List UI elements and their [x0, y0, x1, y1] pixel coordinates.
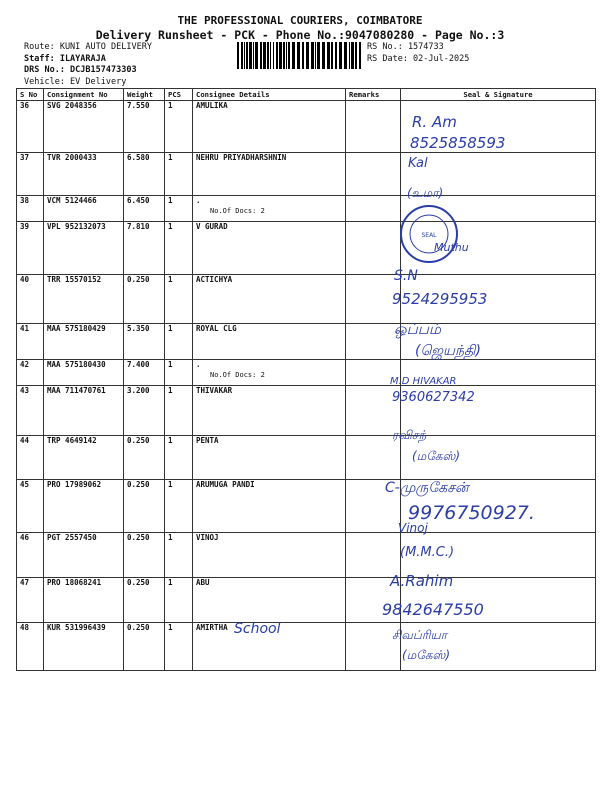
table-row	[17, 196, 596, 222]
drs-label: DRS No.: DCJB157473303	[24, 65, 137, 75]
docs-count: No.Of Docs: 2	[210, 371, 265, 379]
col-header-seal: Seal & Signature	[401, 89, 596, 101]
note-48: (மகேஸ்)	[402, 648, 451, 662]
row-sno: 37	[17, 153, 44, 196]
row-weight: 0.250	[124, 436, 165, 480]
row-consignee: . No.Of Docs: 2	[193, 360, 346, 386]
row-sno: 40	[17, 275, 44, 324]
svg-text:SEAL: SEAL	[421, 232, 437, 239]
row-sno: 41	[17, 324, 44, 360]
note-48-school: School	[234, 621, 281, 637]
table-row	[17, 578, 596, 623]
table-row	[17, 101, 596, 153]
barcode-bar	[297, 42, 300, 69]
col-header-weight: Weight	[124, 89, 165, 101]
row-consignment-no: MAA 575180429	[44, 324, 124, 360]
row-consignee: . No.Of Docs: 2	[193, 196, 346, 222]
row-sno: 44	[17, 436, 44, 480]
row-sno: 36	[17, 101, 44, 153]
company-seal	[398, 203, 460, 265]
barcode-bar	[286, 42, 287, 69]
row-consignee: NEHRU PRIYADHARSHNIN	[193, 153, 346, 196]
signature-47: A.Rahim	[390, 572, 454, 590]
rs-date-label: RS Date: 02-Jul-2025	[367, 53, 470, 64]
barcode-bar	[249, 42, 252, 69]
note-46: (M.M.C.)	[400, 545, 455, 560]
row-weight: 0.250	[124, 480, 165, 533]
rs-no-label: RS No.: 1574733	[367, 42, 444, 52]
row-consignee: ROYAL CLG	[193, 324, 346, 360]
row-remarks	[346, 222, 401, 275]
row-sno: 42	[17, 360, 44, 386]
barcode-bar	[255, 42, 258, 69]
row-pcs: 1	[165, 578, 193, 623]
barcode-bar	[306, 42, 309, 69]
row-consignee: ABU	[193, 578, 346, 623]
row-consignee: V GURAD	[193, 222, 346, 275]
barcode-bar	[355, 42, 357, 69]
signature-40: S.N	[394, 268, 418, 284]
barcode-bar	[359, 42, 361, 69]
barcode-bar	[276, 42, 278, 69]
signature-44: ரவிசந்	[392, 428, 427, 442]
col-header-pcs: PCS	[165, 89, 193, 101]
row-weight: 3.200	[124, 386, 165, 436]
row-consignee: ACTICHYA	[193, 275, 346, 324]
note-38: (உமா)	[407, 186, 444, 200]
barcode-bar	[315, 42, 316, 69]
row-pcs: 1	[165, 324, 193, 360]
barcode-bar	[237, 42, 239, 69]
barcode-bar	[279, 42, 282, 69]
row-consignment-no: VCM 5124466	[44, 196, 124, 222]
row-consignment-no: VPL 952132073	[44, 222, 124, 275]
row-consignment-no: PGT 2557450	[44, 533, 124, 578]
row-weight: 0.250	[124, 533, 165, 578]
row-consignment-no: TRR 15570152	[44, 275, 124, 324]
row-consignee: THIVAKAR	[193, 386, 346, 436]
row-weight: 7.400	[124, 360, 165, 386]
barcode-bar	[288, 42, 290, 69]
row-pcs: 1	[165, 533, 193, 578]
row-consignee: AMIRTHA	[193, 623, 346, 671]
note-44: (மகேஸ்)	[412, 449, 461, 463]
row-pcs: 1	[165, 623, 193, 671]
barcode	[237, 42, 362, 69]
row-weight: 5.350	[124, 324, 165, 360]
row-consignment-no: MAA 575180430	[44, 360, 124, 386]
barcode-bar	[351, 42, 354, 69]
barcode-bar	[335, 42, 337, 69]
barcode-bar	[244, 42, 245, 69]
barcode-bar	[349, 42, 350, 69]
col-header-remarks: Remarks	[346, 89, 401, 101]
barcode-bar	[292, 42, 295, 69]
docs-count: No.Of Docs: 2	[210, 207, 265, 215]
row-pcs: 1	[165, 196, 193, 222]
row-consignment-no: PRO 18068241	[44, 578, 124, 623]
barcode-bar	[241, 42, 243, 69]
row-consignment-no: PRO 17989062	[44, 480, 124, 533]
phone-43: 9360627342	[392, 390, 475, 405]
signature-39: Muthu	[434, 241, 469, 254]
signature-43: M.D HIVAKAR	[390, 376, 457, 387]
row-pcs: 1	[165, 153, 193, 196]
col-header-sno: S No	[17, 89, 44, 101]
row-pcs: 1	[165, 275, 193, 324]
row-pcs: 1	[165, 386, 193, 436]
row-consignment-no: TRP 4649142	[44, 436, 124, 480]
runsheet-subtitle: Delivery Runsheet - PCK - Phone No.:9047080280 - Page No.:3	[95, 28, 505, 42]
vehicle-label: Vehicle: EV Delivery	[24, 76, 127, 87]
delivery-table	[16, 88, 596, 671]
table-row	[17, 153, 596, 196]
table-row	[17, 222, 596, 275]
signature-41: ஒப்பம்	[394, 320, 441, 338]
row-consignment-no: KUR 531996439	[44, 623, 124, 671]
row-pcs: 1	[165, 101, 193, 153]
row-weight: 0.250	[124, 578, 165, 623]
signature-37: Kal	[408, 156, 428, 171]
row-consignee: ARUMUGA PANDI	[193, 480, 346, 533]
row-sno: 46	[17, 533, 44, 578]
row-pcs: 1	[165, 480, 193, 533]
row-weight: 7.810	[124, 222, 165, 275]
barcode-bar	[344, 42, 347, 69]
col-header-consignee: Consignee Details	[193, 89, 346, 101]
row-weight: 7.550	[124, 101, 165, 153]
row-pcs: 1	[165, 360, 193, 386]
table-row	[17, 275, 596, 324]
barcode-bar	[327, 42, 330, 69]
signature-45: C-முருகேசன்	[385, 480, 469, 496]
row-sno: 47	[17, 578, 44, 623]
barcode-bar	[317, 42, 320, 69]
signature-36: R. Am	[412, 113, 457, 131]
row-consignment-no: MAA 711470761	[44, 386, 124, 436]
barcode-bar	[263, 42, 266, 69]
row-remarks	[346, 196, 401, 222]
header-left-info	[24, 42, 152, 88]
table-row	[17, 324, 596, 360]
row-weight: 6.580	[124, 153, 165, 196]
row-sno: 39	[17, 222, 44, 275]
barcode-bar	[311, 42, 314, 69]
barcode-bar	[283, 42, 285, 69]
barcode-bar	[273, 42, 274, 69]
barcode-bar	[302, 42, 304, 69]
signature-48: சிவப்ரியா	[392, 628, 448, 642]
table-row	[17, 436, 596, 480]
barcode-bar	[322, 42, 325, 69]
phone-36: 8525858593	[410, 134, 506, 152]
table-row	[17, 386, 596, 436]
row-consignee: AMULIKA	[193, 101, 346, 153]
row-consignee: PENTA	[193, 436, 346, 480]
table-row	[17, 623, 596, 671]
phone-45: 9976750927.	[408, 502, 535, 524]
row-pcs: 1	[165, 436, 193, 480]
row-sno: 43	[17, 386, 44, 436]
barcode-bar	[339, 42, 342, 69]
barcode-bar	[270, 42, 271, 69]
barcode-bar	[246, 42, 248, 69]
barcode-bar	[260, 42, 262, 69]
company-title: THE PROFESSIONAL COURIERS, COIMBATORE	[177, 14, 423, 27]
barcode-bar	[267, 42, 269, 69]
signature-46: Vinoj	[398, 521, 428, 535]
row-consignment-no: TVR 2000433	[44, 153, 124, 196]
row-consignee: VINOJ	[193, 533, 346, 578]
row-remarks	[346, 153, 401, 196]
barcode-bar	[253, 42, 254, 69]
barcode-bar	[331, 42, 333, 69]
row-sno: 48	[17, 623, 44, 671]
phone-40: 9524295953	[392, 290, 488, 308]
note-42: (ஜெயந்தி)	[415, 343, 481, 359]
staff-label: Staff: ILAYARAJA	[24, 53, 106, 64]
table-row	[17, 360, 596, 386]
phone-47: 9842647550	[382, 600, 484, 619]
row-weight: 0.250	[124, 275, 165, 324]
header-right-info	[367, 42, 469, 65]
row-sno: 45	[17, 480, 44, 533]
row-pcs: 1	[165, 222, 193, 275]
row-weight: 6.450	[124, 196, 165, 222]
row-remarks	[346, 324, 401, 360]
row-remarks	[346, 533, 401, 578]
table-row	[17, 533, 596, 578]
table-header-row	[17, 89, 596, 101]
row-consignment-no: SVG 2048356	[44, 101, 124, 153]
route-label: Route: KUNI AUTO DELIVERY	[24, 42, 152, 52]
row-weight: 0.250	[124, 623, 165, 671]
row-sno: 38	[17, 196, 44, 222]
col-header-consignment: Consignment No	[44, 89, 124, 101]
row-remarks	[346, 101, 401, 153]
